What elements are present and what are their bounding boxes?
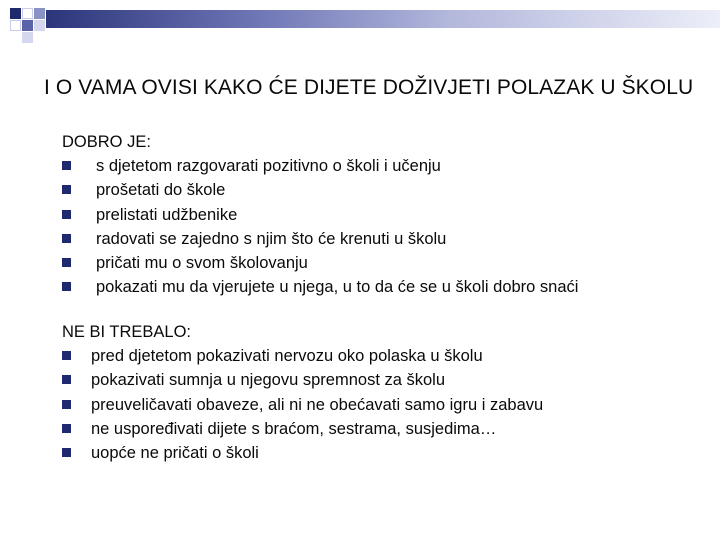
decor-square [10, 8, 21, 19]
good-heading: DOBRO JE: [62, 133, 151, 151]
list-item: pokazati mu da vjerujete u njega, u to da će se u školi dobro snaći [62, 275, 578, 299]
square-bullet-icon [62, 400, 71, 409]
square-bullet-icon [62, 185, 71, 194]
decor-square [22, 32, 33, 43]
list-item: pričati mu o svom školovanju [62, 251, 578, 275]
square-bullet-icon [62, 210, 71, 219]
bad-section [62, 320, 543, 465]
slide-title: I O VAMA OVISI KAKO ĆE DIJETE DOŽIVJETI POLAZAK U ŠKOLU [44, 76, 694, 99]
decor-square [10, 20, 21, 31]
list-item: radovati se zajedno s njim što će krenuti u školu [62, 227, 578, 251]
bad-heading: NE BI TREBALO: [62, 323, 191, 341]
bad-list [62, 344, 543, 465]
square-bullet-icon [62, 282, 71, 291]
decor-square [34, 8, 45, 19]
square-bullet-icon [62, 351, 71, 360]
list-item: ne uspoređivati dijete s braćom, sestrama, susjedima… [62, 417, 543, 441]
list-item: preuveličavati obaveze, ali ni ne obećavati samo igru i zabavu [62, 393, 543, 417]
square-bullet-icon [62, 448, 71, 457]
list-item: s djetetom razgovarati pozitivno o školi i učenju [62, 154, 578, 178]
decor-square [34, 20, 45, 31]
square-bullet-icon [62, 234, 71, 243]
list-item: pred djetetom pokazivati nervozu oko polaska u školu [62, 344, 543, 368]
decor-square [22, 20, 33, 31]
good-list [62, 154, 578, 299]
square-bullet-icon [62, 424, 71, 433]
list-item: prošetati do škole [62, 178, 578, 202]
list-item: pokazivati sumnja u njegovu spremnost za školu [62, 368, 543, 392]
square-bullet-icon [62, 161, 71, 170]
header-gradient-bar [46, 10, 720, 28]
square-bullet-icon [62, 258, 71, 267]
list-item: uopće ne pričati o školi [62, 441, 543, 465]
list-item: prelistati udžbenike [62, 203, 578, 227]
decor-square [22, 8, 33, 19]
good-section [62, 130, 578, 299]
square-bullet-icon [62, 375, 71, 384]
